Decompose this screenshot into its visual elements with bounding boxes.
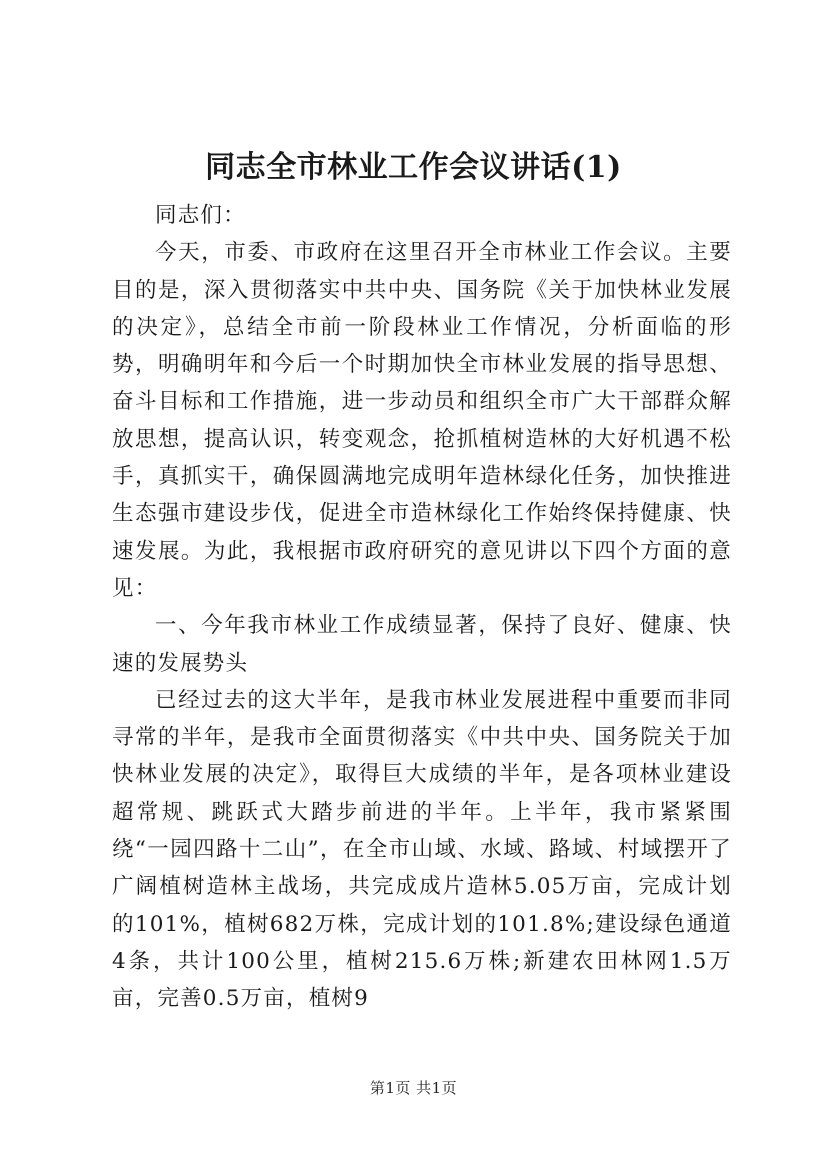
section-heading: 一、今年我市林业工作成绩显著，保持了良好、健康、快速的发展势头 [112, 613, 732, 676]
document-title: 同志全市林业工作会议讲话(1) [205, 150, 622, 185]
salutation-paragraph: 同志们： [155, 203, 246, 228]
intro-paragraph: 今天，市委、市政府在这里召开全市林业工作会议。主要目的是，深入贯彻落实中共中央、国务院《关于加快林业发展的决定》，总结全市前一阶段林业工作情况，分析面临的形势，明确明年和今后一个时期加快全市林业发展的指导思想、奋斗目标和工作措施，进一步动员和组织全市广大干部群众解放思想，提高认识，转变观念，抢抓植树造林的大好机遇不松手，真抓实干，确保圆满地完成明年造林绿化任务，加快推进生态强市建设步伐，促进全市造林绿化工作始终保持健康、快速发展。为此，我根据市政府研究的意见讲以下四个方面的意见： [112, 240, 732, 601]
document-body [112, 197, 732, 1018]
page-footer: 第1页 共1页 [369, 1079, 458, 1097]
achievements-paragraph: 已经过去的这大半年，是我市林业发展进程中重要而非同寻常的半年，是我市全面贯彻落实《中共中央、国务院关于加快林业发展的决定》，取得巨大成绩的半年，是各项林业建设超常规、跳跃式大踏步前进的半年。上半年，我市紧紧围绕“一园四路十二山”，在全市山域、水域、路域、村域摆开了广阔植树造林主战场，共完成成片造林5.05万亩，完成计划的101%，植树682万株，完成计划的101.8%;建设绿色通道4条，共计100公里，植树215.6万株;新建农田林网1.5万亩，完善0.5万亩，植树9 [112, 687, 732, 1012]
